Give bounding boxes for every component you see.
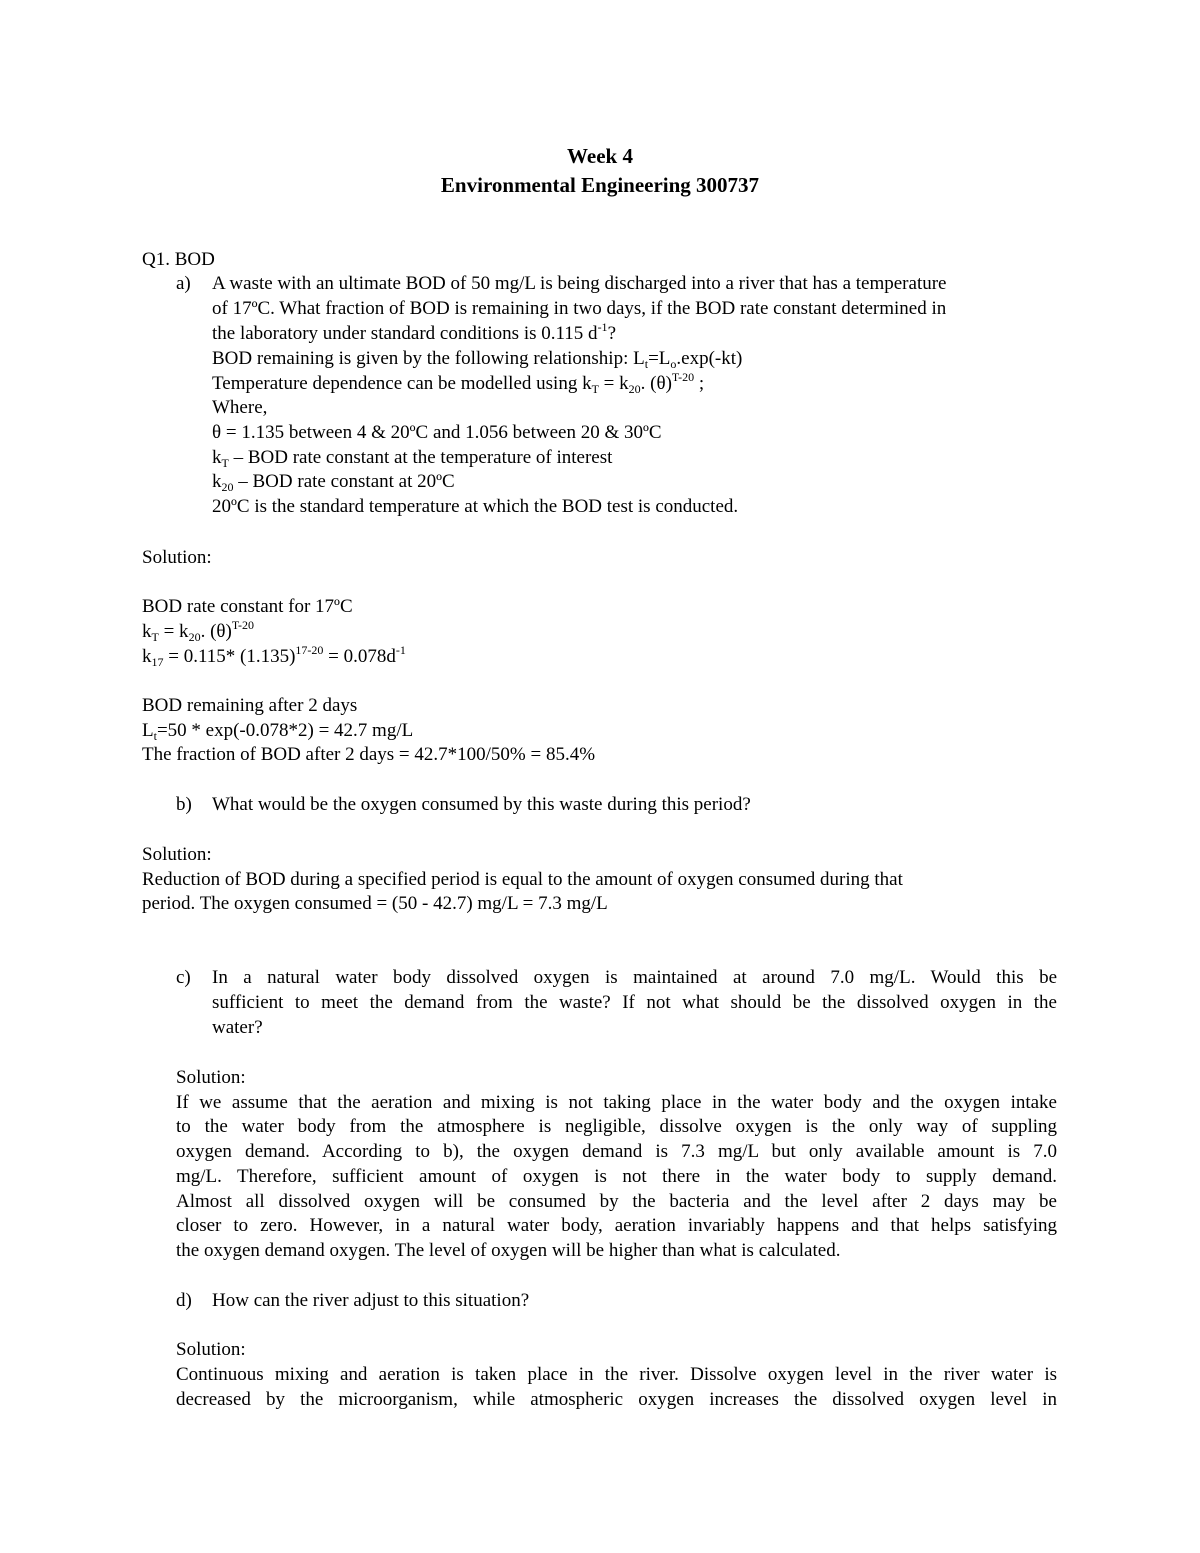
formula-k17: $k_{17} = 0.115*$ $(1.135)^{17-20} = 0.078d^{-1}$: [142, 643, 406, 669]
solution-c-line: to the water body from the atmosphere is negligible, dissolve oxygen is the only way of suppling: [176, 1116, 1057, 1137]
solution-b-line-1: Reduction of BOD during a specified period is equal to the amount of oxygen consumed during that: [142, 869, 903, 890]
question-heading: Q1. BOD: [142, 249, 215, 270]
part-b-marker: b): [176, 794, 192, 815]
where-label: Where,: [212, 397, 268, 418]
solution-c-line: mg/L. Therefore, sufficient amount of oxygen is not there in the water body to supply demand.: [176, 1166, 1057, 1187]
standard-temperature: 20ºC is the standard temperature at which the BOD test is conducted.: [212, 496, 739, 517]
solution-b-line-2: period. The oxygen consumed = (50 - 42.7) mg/L = 7.3 mg/L: [142, 893, 608, 914]
part-c-line-3: water?: [212, 1017, 263, 1038]
kt-definition: $k_T$ – BOD rate constant at the temperature of interest: [212, 447, 613, 470]
part-a-line-1: A waste with an ultimate BOD of 50 mg/L is being discharged into a river that has a temperature: [212, 273, 947, 294]
k20-definition: $k_{20}$ – BOD rate constant at 20ºC: [212, 471, 455, 494]
solution-d-line: Continuous mixing and aeration is taken place in the river. Dissolve oxygen level in the river water is: [176, 1364, 1057, 1385]
theta-definition: θ = 1.135 between 4 & 20ºC and 1.056 between 20 & 30ºC: [212, 422, 662, 443]
solution-c-line: oxygen demand. According to b), the oxygen demand is 7.3 mg/L but only available amount is 7.0: [176, 1141, 1057, 1162]
solution-c-label: Solution:: [176, 1067, 246, 1088]
part-b-question: What would be the oxygen consumed by this waste during this period?: [212, 794, 751, 815]
part-c-line-1: In a natural water body dissolved oxygen is maintained at around 7.0 mg/L. Would this be: [212, 967, 1057, 988]
formula-kt: $k_T = k_{20}$. $(\theta)^{T-20}$: [142, 618, 255, 644]
solution-c-line: closer to zero. However, in a natural water body, aeration invariably happens and that helps satisfying: [176, 1215, 1057, 1236]
temperature-dependence: Temperature dependence can be modelled using $k_T = k_{20}$. $(\theta)^{T-20}$ ;: [212, 370, 705, 396]
part-c-line-2: sufficient to meet the demand from the waste? If not what should be the dissolved oxygen in the: [212, 992, 1057, 1013]
rate-constant-title: BOD rate constant for 17ºC: [142, 596, 353, 617]
solution-d-line: decreased by the microorganism, while atmospheric oxygen increases the dissolved oxygen level in: [176, 1389, 1057, 1410]
part-a-line-3: the laboratory under standard conditions is 0.115 $d^{-1}$?: [212, 320, 616, 344]
solution-d-label: Solution:: [176, 1339, 246, 1360]
bod-fraction: The fraction of BOD after 2 days = 42.7*100/50% = 85.4%: [142, 744, 596, 765]
bod-remaining-title: BOD remaining after 2 days: [142, 695, 358, 716]
solution-c-line: the oxygen demand oxygen. The level of oxygen will be higher than what is calculated.: [176, 1240, 841, 1261]
part-c-marker: c): [176, 967, 191, 988]
solution-c-line: Almost all dissolved oxygen will be consumed by the bacteria and the level after 2 days may be: [176, 1191, 1057, 1212]
course-title: Environmental Engineering 300737: [440, 173, 760, 197]
week-title: Week 4: [567, 144, 633, 168]
solution-c-line: If we assume that the aeration and mixing is not taking place in the water body and the oxygen intake: [176, 1092, 1057, 1113]
solution-a-label: Solution:: [142, 547, 212, 568]
bod-remaining-calc: $L_t=50 * \exp(-0.078*2) = 42.7$ mg/L: [142, 720, 414, 743]
part-a-line-2: of 17ºC. What fraction of BOD is remaining in two days, if the BOD rate constant determined in: [212, 298, 947, 319]
part-d-marker: d): [176, 1290, 192, 1311]
bod-relationship: BOD remaining is given by the following relationship: $L_t=L_o.\exp(-kt)$: [212, 348, 743, 371]
solution-b-label: Solution:: [142, 844, 212, 865]
part-a-marker: a): [176, 273, 191, 294]
part-d-question: How can the river adjust to this situation?: [212, 1290, 530, 1311]
